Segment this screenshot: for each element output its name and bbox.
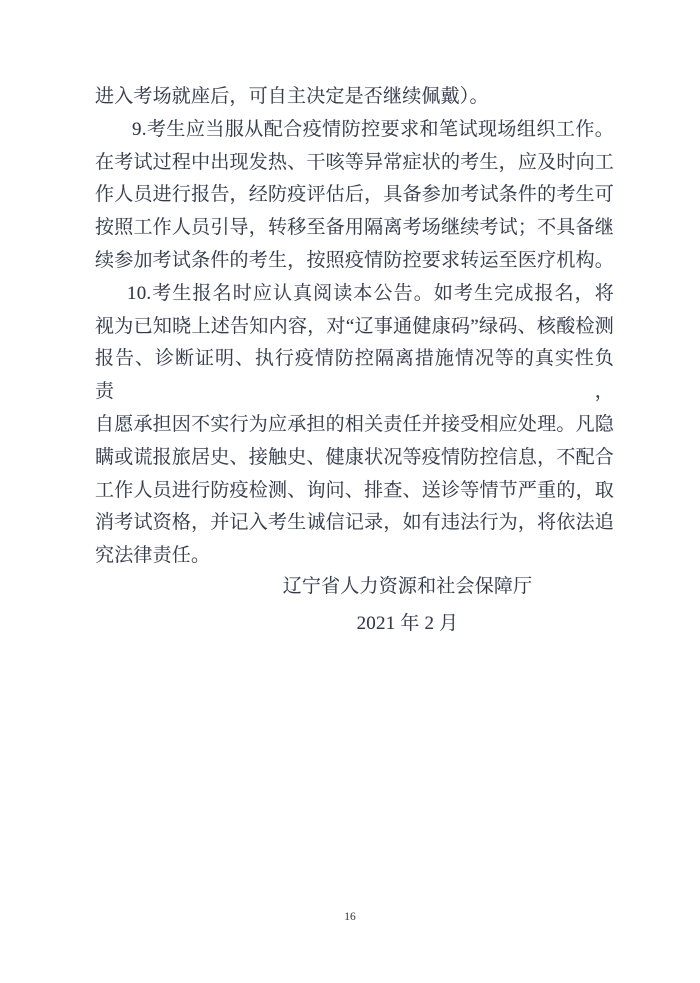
page-number: 16 <box>344 911 356 923</box>
paragraph-line: 9.考生应当服从配合疫情防控要求和笔试现场组织工作。 <box>132 118 614 140</box>
paragraph-line: 工作人员进行防疫检测、询问、排查、送诊等情节严重的，取 <box>95 479 614 501</box>
paragraph-line: 进入考场就座后，可自主决定是否继续佩戴）。 <box>95 86 489 107</box>
paragraph-line: 视为已知晓上述告知内容，对“辽事通健康码”绿码、核酸检测 <box>95 315 614 337</box>
paragraph-line: 瞒或谎报旅居史、接触史、健康状况等疫情防控信息，不配合 <box>95 446 614 468</box>
signature-date: 2021 年 2 月 <box>356 613 459 634</box>
document-body <box>95 81 614 573</box>
paragraph-line: 报告、诊断证明、执行疫情防控隔离措施情况等的真实性负责， <box>95 348 614 403</box>
paragraph-line: 按照工作人员引导，转移至备用隔离考场继续考试；不具备继 <box>95 217 614 239</box>
paragraph-line: 究法律责任。 <box>95 545 211 567</box>
paragraph-line: 作人员进行报告，经防疫评估后，具备参加考试条件的考生可 <box>95 184 614 206</box>
paragraph-line: 自愿承担因不实行为应承担的相关责任并接受相应处理。凡隐 <box>95 413 614 435</box>
paragraph-line: 在考试过程中出现发热、干咳等异常症状的考生，应及时向工 <box>95 151 614 173</box>
signature-block <box>201 568 614 642</box>
paragraph-line: 续参加考试条件的考生，按照疫情防控要求转运至医疗机构。 <box>95 249 614 271</box>
paragraph-line: 消考试资格，并记入考生诚信记录，如有违法行为，将依法追 <box>95 512 614 534</box>
signature-organization: 辽宁省人力资源和社会保障厅 <box>282 576 533 597</box>
paragraph-line: 10.考生报名时应认真阅读本公告。如考生完成报名，将 <box>127 282 614 304</box>
